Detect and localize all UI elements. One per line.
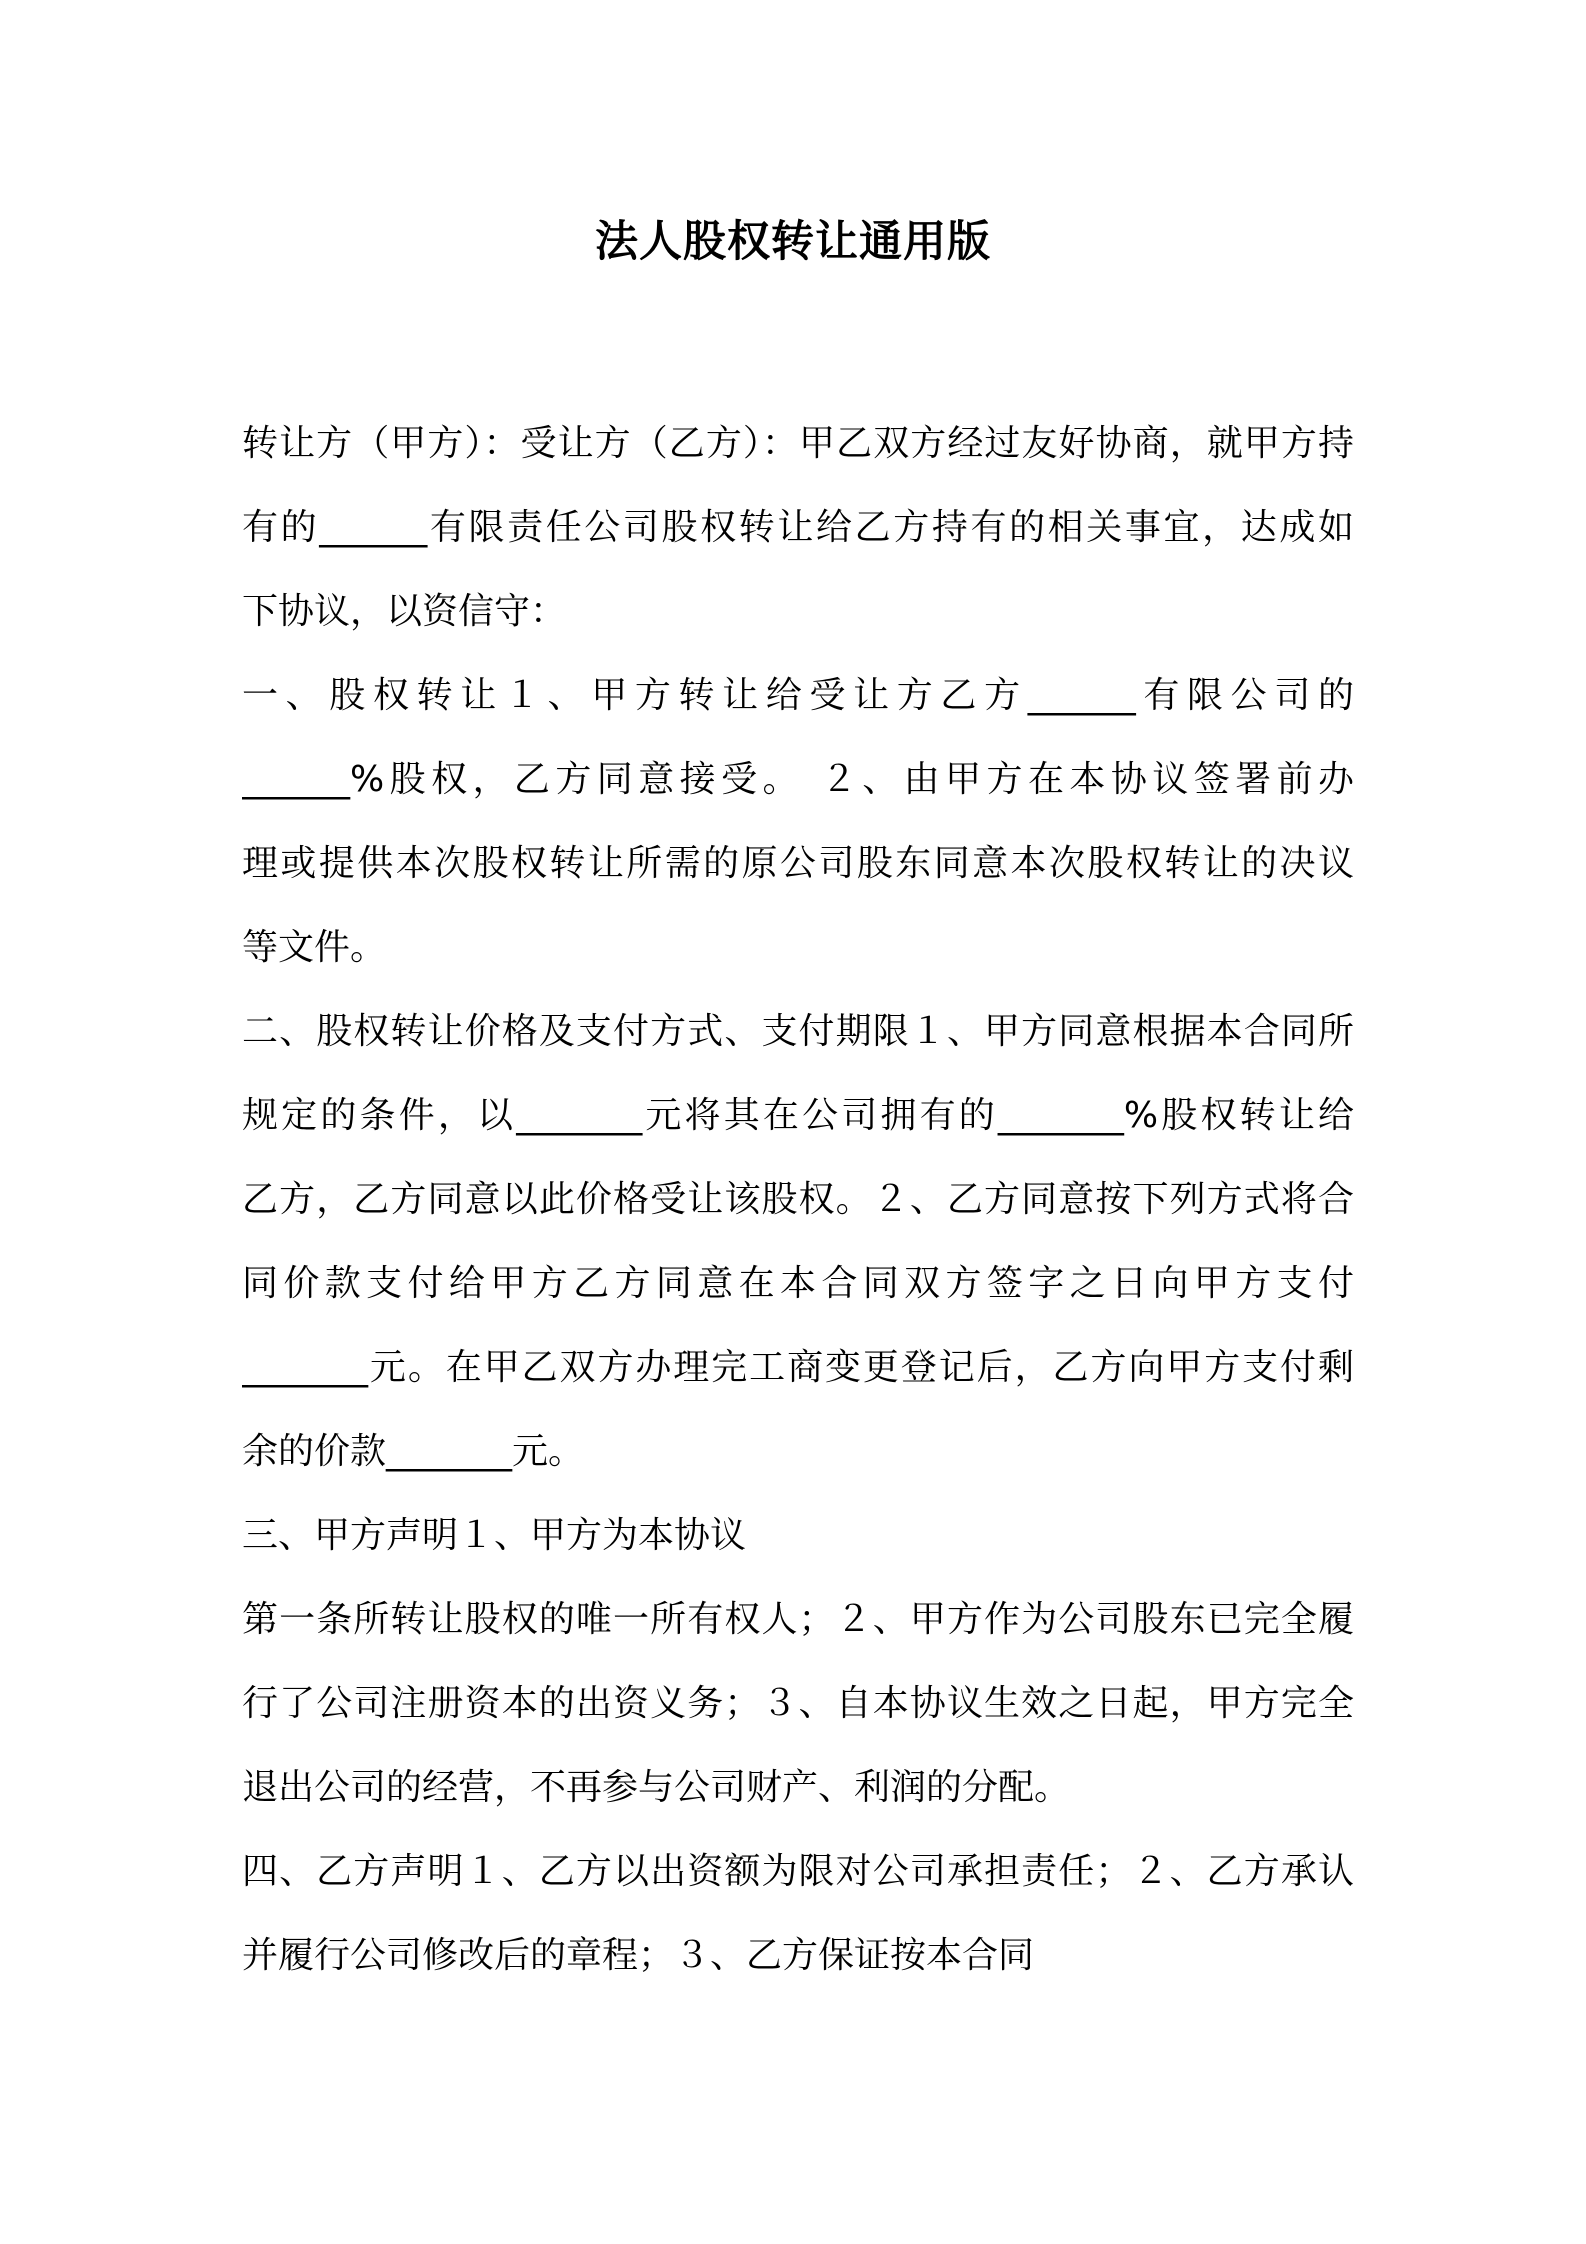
text-line-6: 理或提供本次股权转让所需的原公司股东同意本次股权转让的决议 <box>242 843 1354 884</box>
text-line-2: 有的______有限责任公司股权转让给乙方持有的相关事宜，达成如 <box>242 507 1354 548</box>
text-line-10: 乙方，乙方同意以此价格受让该股权。２、乙方同意按下列方式将合 <box>242 1179 1354 1220</box>
text-line-1: 转让方（甲方）：受让方（乙方）：甲乙双方经过友好协商，就甲方持 <box>242 423 1354 464</box>
text-line-7: 等文件。 <box>242 927 387 968</box>
text-line-16: 行了公司注册资本的出资义务；３、自本协议生效之日起，甲方完全 <box>242 1683 1354 1724</box>
text-line-13: 余的价款_______元。 <box>242 1431 585 1472</box>
text-line-9: 规定的条件，以_______元将其在公司拥有的_______%股权转让给 <box>242 1095 1354 1136</box>
text-line-14: 三、甲方声明１、甲方为本协议 <box>242 1515 747 1556</box>
text-line-17: 退出公司的经营，不再参与公司财产、利润的分配。 <box>242 1767 1071 1808</box>
text-line-3: 下协议，以资信守： <box>242 591 567 632</box>
text-line-5: ______%股权，乙方同意接受。 ２、由甲方在本协议签署前办 <box>242 759 1354 800</box>
document-body <box>242 402 1354 1998</box>
text-line-12: _______元。在甲乙双方办理完工商变更登记后，乙方向甲方支付剩 <box>242 1347 1354 1388</box>
text-line-15: 第一条所转让股权的唯一所有权人；２、甲方作为公司股东已完全履 <box>242 1599 1354 1640</box>
text-line-18: 四、乙方声明１、乙方以出资额为限对公司承担责任；２、乙方承认 <box>242 1851 1354 1892</box>
text-line-11: 同价款支付给甲方乙方同意在本合同双方签字之日向甲方支付 <box>242 1263 1354 1304</box>
text-line-8: 二、股权转让价格及支付方式、支付期限１、甲方同意根据本合同所 <box>242 1011 1354 1052</box>
text-line-4: 一、股权转让１、甲方转让给受让方乙方______有限公司的 <box>242 675 1354 716</box>
document-title: 法人股权转让通用版 <box>595 217 991 267</box>
text-line-19: 并履行公司修改后的章程；３、乙方保证按本合同 <box>242 1935 1035 1976</box>
